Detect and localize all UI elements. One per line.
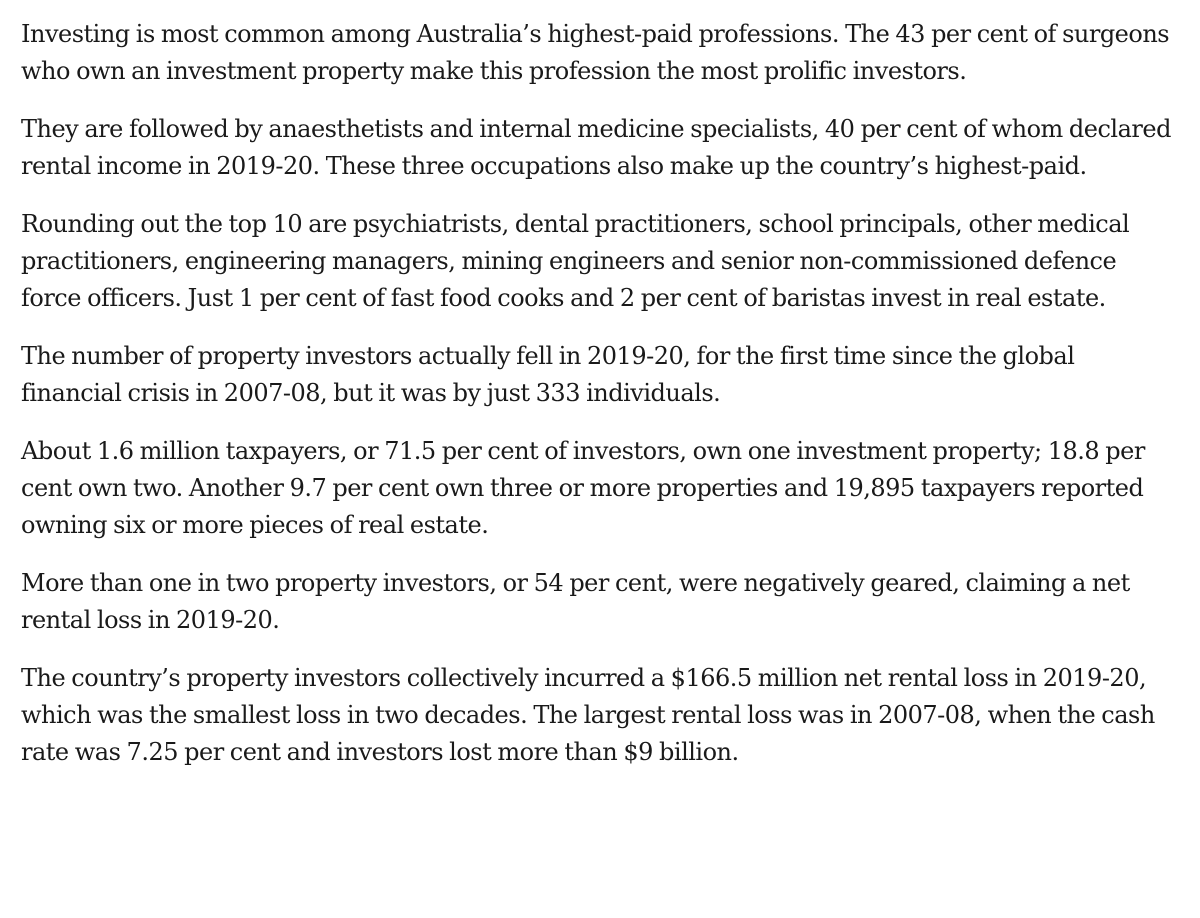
paragraph-rental-loss: The country’s property investors collectively incurred a $166.5 million net rental loss in 2019-20, which was the smallest loss in two decades. The largest rental loss was in 2007-08, when the cash rate was 7.25 per cent and investors lost more than $9 billion.	[21, 664, 1155, 766]
paragraph-top-10-occupations: Rounding out the top 10 are psychiatrists, dental practitioners, school principals, other medical practitioners, engineering managers, mining engineers and senior non-commissioned defence force officers. Just 1 per cent of fast food cooks and 2 per cent of baristas invest in real estate.	[21, 210, 1130, 312]
paragraph-surgeons-investors: Investing is most common among Australia’s highest-paid professions. The 43 per cent of surgeons who own an investment property make this profession the most prolific investors.	[21, 20, 1170, 85]
paragraph-negative-gearing: More than one in two property investors, or 54 per cent, were negatively geared, claiming a net rental loss in 2019-20.	[21, 569, 1130, 634]
paragraph-investor-numbers: The number of property investors actually fell in 2019-20, for the first time since the global financial crisis in 2007-08, but it was by just 333 individuals.	[21, 342, 1075, 407]
paragraph-properties-owned: About 1.6 million taxpayers, or 71.5 per cent of investors, own one investment property; 18.8 per cent own two. Another 9.7 per cent own three or more properties and 19,895 taxpayers reported owning six or more pieces of real estate.	[21, 437, 1145, 539]
paragraph-anaesthetists: They are followed by anaesthetists and internal medicine specialists, 40 per cent of whom declared rental income in 2019-20. These three occupations also make up the country’s highest-paid.	[21, 115, 1171, 180]
